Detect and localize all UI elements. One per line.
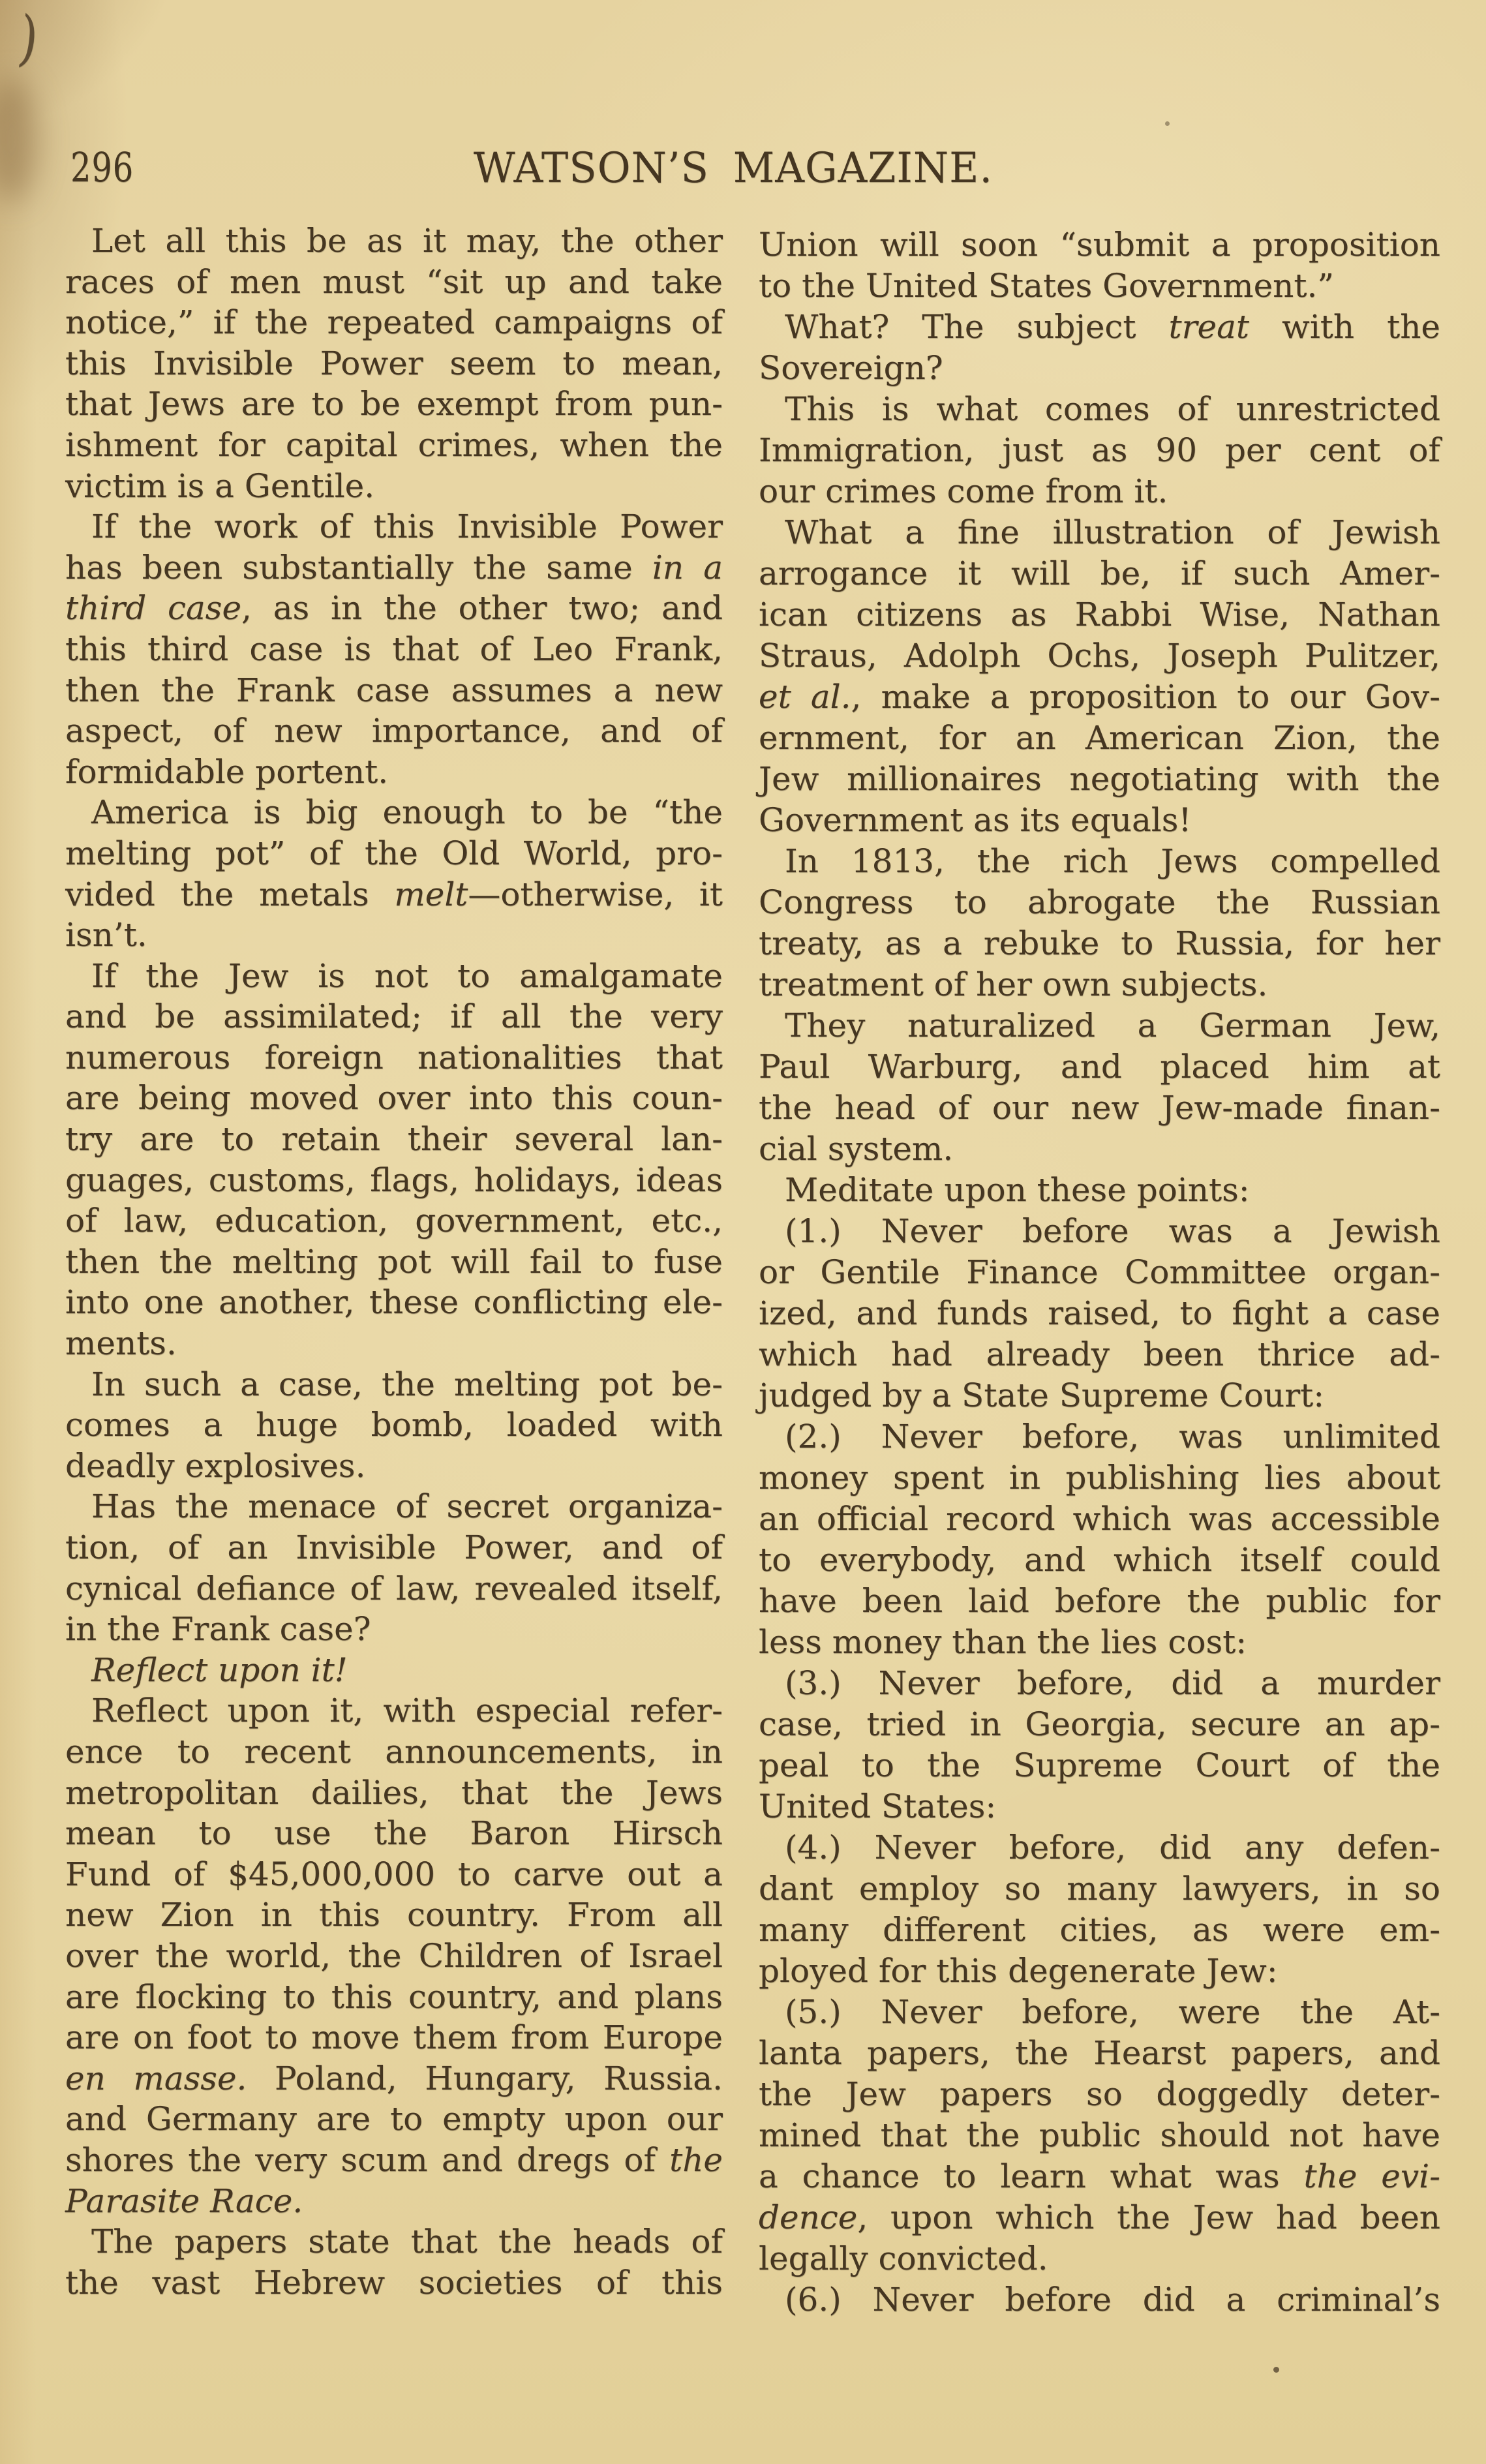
text-line: ence to recent announcements, in <box>65 1732 723 1771</box>
italic-text: the <box>669 2140 723 2179</box>
text-line: mined that the public should not have <box>759 2116 1440 2154</box>
text-line: comes a huge bomb, loaded with <box>65 1406 723 1444</box>
text-line: In 1813, the rich Jews compelled <box>785 842 1440 880</box>
text-line: ernment, for an American Zion, the <box>759 719 1440 757</box>
scan-speck-top-right <box>1165 121 1170 126</box>
text-line: or Gentile Finance Committee organ- <box>759 1253 1440 1291</box>
text-line: which had already been thrice ad- <box>759 1335 1440 1373</box>
text-line: Immigration, just as 90 per cent of <box>759 431 1440 469</box>
text-line: If the work of this Invisible Power <box>91 508 723 546</box>
text-line: et al., make a proposition to our Gov- <box>759 678 1440 716</box>
text-line: lanta papers, the Hearst papers, and <box>759 2034 1440 2072</box>
text-line: money spent in publishing lies about <box>759 1459 1440 1497</box>
italic-text: et al. <box>759 678 851 716</box>
text-line: the head of our new Jew-made finan- <box>759 1089 1440 1127</box>
text-line: less money than the lies cost: <box>759 1623 1247 1661</box>
text-line: Sovereign? <box>759 349 943 387</box>
text-column-right <box>759 224 1440 2320</box>
text-line: Government as its equals! <box>759 801 1192 839</box>
scan-corner-mark: ) <box>14 3 42 74</box>
text-line: that Jews are to be exempt from pun- <box>65 385 723 423</box>
italic-text: Parasite Race. <box>65 2182 303 2220</box>
text-line: mean to use the Baron Hirsch <box>65 1814 723 1853</box>
italic-text: Reflect upon it! <box>91 1650 348 1689</box>
text-line: of law, education, government, etc., <box>65 1202 723 1240</box>
italic-text: dence <box>759 2198 858 2236</box>
page-title: WATSON’S MAGAZINE. <box>473 144 993 192</box>
page-number: 296 <box>70 144 134 191</box>
text-line: are on foot to move them from Europe <box>65 2018 723 2057</box>
text-line: en masse. Poland, Hungary, Russia. <box>65 2059 723 2097</box>
text-line: (5.) Never before, were the At- <box>785 1993 1440 2031</box>
text-line: They naturalized a German Jew, <box>785 1007 1440 1044</box>
text-line: races of men must “sit up and take <box>65 262 723 301</box>
text-line: Let all this be as it may, the other <box>91 222 723 260</box>
scan-speck-bottom-right <box>1273 2367 1279 2373</box>
text-line: are flocking to this country, and plans <box>65 1977 723 2016</box>
italic-text: melt <box>394 875 468 913</box>
italic-text: the evi- <box>1303 2157 1440 2195</box>
text-line: and be assimilated; if all the very <box>65 997 723 1036</box>
text-line: aspect, of new importance, and of <box>65 712 723 750</box>
text-line: guages, customs, flags, holidays, ideas <box>65 1161 723 1199</box>
text-line: dence, upon which the Jew had been <box>759 2198 1440 2236</box>
italic-text: third case <box>65 589 242 628</box>
text-line: have been laid before the public for <box>759 1582 1440 1620</box>
text-line: ishment for capital crimes, when the <box>65 425 723 464</box>
text-line: over the world, the Children of Israel <box>65 1936 723 1975</box>
text-line: judged by a State Supreme Court: <box>759 1376 1325 1414</box>
text-line: try are to retain their several lan- <box>65 1120 723 1159</box>
text-line: then the Frank case assumes a new <box>65 671 723 709</box>
italic-text: en masse. <box>65 2059 247 2097</box>
text-line: Congress to abrogate the Russian <box>759 883 1440 921</box>
text-line: (3.) Never before, did a murder <box>785 1664 1440 1702</box>
text-line: cynical defiance of law, revealed itself, <box>65 1569 723 1607</box>
text-line: In such a case, the melting pot be- <box>91 1365 723 1403</box>
text-line: victim is a Gentile. <box>65 466 375 505</box>
text-line: to everybody, and which itself could <box>759 1541 1440 1579</box>
text-line: (4.) Never before, did any defen- <box>785 1829 1440 1866</box>
text-line: into one another, these conflicting ele- <box>65 1283 723 1322</box>
text-line: ized, and funds raised, to fight a case <box>759 1294 1440 1332</box>
text-line: many different cities, as were em- <box>759 1911 1440 1949</box>
text-line: a chance to learn what was the evi- <box>759 2157 1440 2195</box>
text-line: are being moved over into this coun- <box>65 1079 723 1118</box>
text-line: Has the menace of secret organiza- <box>91 1487 723 1526</box>
text-line: melting pot” of the Old World, pro- <box>65 834 723 872</box>
text-line: The papers state that the heads of <box>91 2223 723 2261</box>
text-line: to the United States Government.” <box>759 267 1334 305</box>
text-line: (2.) Never before, was unlimited <box>785 1418 1440 1455</box>
text-line: Union will soon “submit a proposition <box>759 226 1440 264</box>
text-line: ican citizens as Rabbi Wise, Nathan <box>759 596 1440 633</box>
text-line: the vast Hebrew societies of this <box>65 2263 723 2302</box>
text-line: Fund of $45,000,000 to carve out a <box>65 1855 723 1893</box>
text-line: deadly explosives. <box>65 1446 366 1485</box>
text-line: tion, of an Invisible Power, and of <box>65 1529 723 1566</box>
text-line: (6.) Never before did a criminal’s <box>785 2281 1440 2319</box>
text-line: case, tried in Georgia, secure an ap- <box>759 1705 1440 1743</box>
text-line: shores the very scum and dregs of the <box>65 2140 723 2179</box>
text-line: then the melting pot will fail to fuse <box>65 1242 723 1281</box>
text-line: the Jew papers so doggedly deter- <box>759 2075 1440 2113</box>
text-line: United States: <box>759 1787 997 1825</box>
text-line: formidable portent. <box>65 752 389 791</box>
text-line: ployed for this degenerate Jew: <box>759 1952 1278 1990</box>
text-line: arrogance it will be, if such Amer- <box>759 555 1440 592</box>
text-line: this Invisible Power seem to mean, <box>65 344 723 382</box>
text-line: new Zion in this country. From all <box>65 1896 723 1934</box>
text-line: ments. <box>65 1324 177 1363</box>
text-column-left <box>65 221 723 2303</box>
text-line: treatment of her own subjects. <box>759 966 1268 1003</box>
text-line: Straus, Adolph Ochs, Joseph Pulitzer, <box>759 637 1440 675</box>
text-line: an official record which was accessible <box>759 1500 1440 1538</box>
text-line: What a fine illustration of Jewish <box>785 513 1440 551</box>
text-line: Reflect upon it, with especial refer- <box>91 1692 723 1730</box>
text-line: this third case is that of Leo Frank, <box>65 630 723 668</box>
text-line: dant employ so many lawyers, in so <box>759 1870 1440 1908</box>
text-line: This is what comes of unrestricted <box>785 390 1440 428</box>
text-line: What? The subject treat with the <box>785 308 1440 346</box>
text-line: metropolitan dailies, that the Jews <box>65 1773 723 1812</box>
text-line: legally convicted. <box>759 2240 1048 2277</box>
italic-text: in a <box>652 548 723 586</box>
text-line <box>65 2181 723 2222</box>
text-line: third case, as in the other two; and <box>65 589 723 628</box>
text-line: Meditate upon these points: <box>785 1171 1250 1209</box>
text-line: cial system. <box>759 1130 954 1168</box>
italic-text: treat <box>1168 308 1250 346</box>
text-line: vided the metals melt—otherwise, it <box>65 875 723 913</box>
text-line: (1.) Never before was a Jewish <box>785 1212 1440 1250</box>
text-line: numerous foreign nationalities that <box>65 1038 723 1076</box>
text-line: America is big enough to be “the <box>91 793 723 832</box>
text-line: our crimes come from it. <box>759 472 1168 510</box>
text-line <box>65 1650 723 1691</box>
text-line: isn’t. <box>65 916 147 954</box>
text-line: notice,” if the repeated campaigns of <box>65 303 723 342</box>
text-line: in the Frank case? <box>65 1610 371 1649</box>
text-line: Paul Warburg, and placed him at <box>759 1048 1440 1086</box>
text-line: Jew millionaires negotiating with the <box>759 760 1440 798</box>
text-line: If the Jew is not to amalgamate <box>91 956 723 995</box>
text-line: and Germany are to empty upon our <box>65 2100 723 2138</box>
text-line: peal to the Supreme Court of the <box>759 1746 1440 1784</box>
text-line: has been substantially the same in a <box>65 548 723 586</box>
text-line: treaty, as a rebuke to Russia, for her <box>759 924 1440 962</box>
